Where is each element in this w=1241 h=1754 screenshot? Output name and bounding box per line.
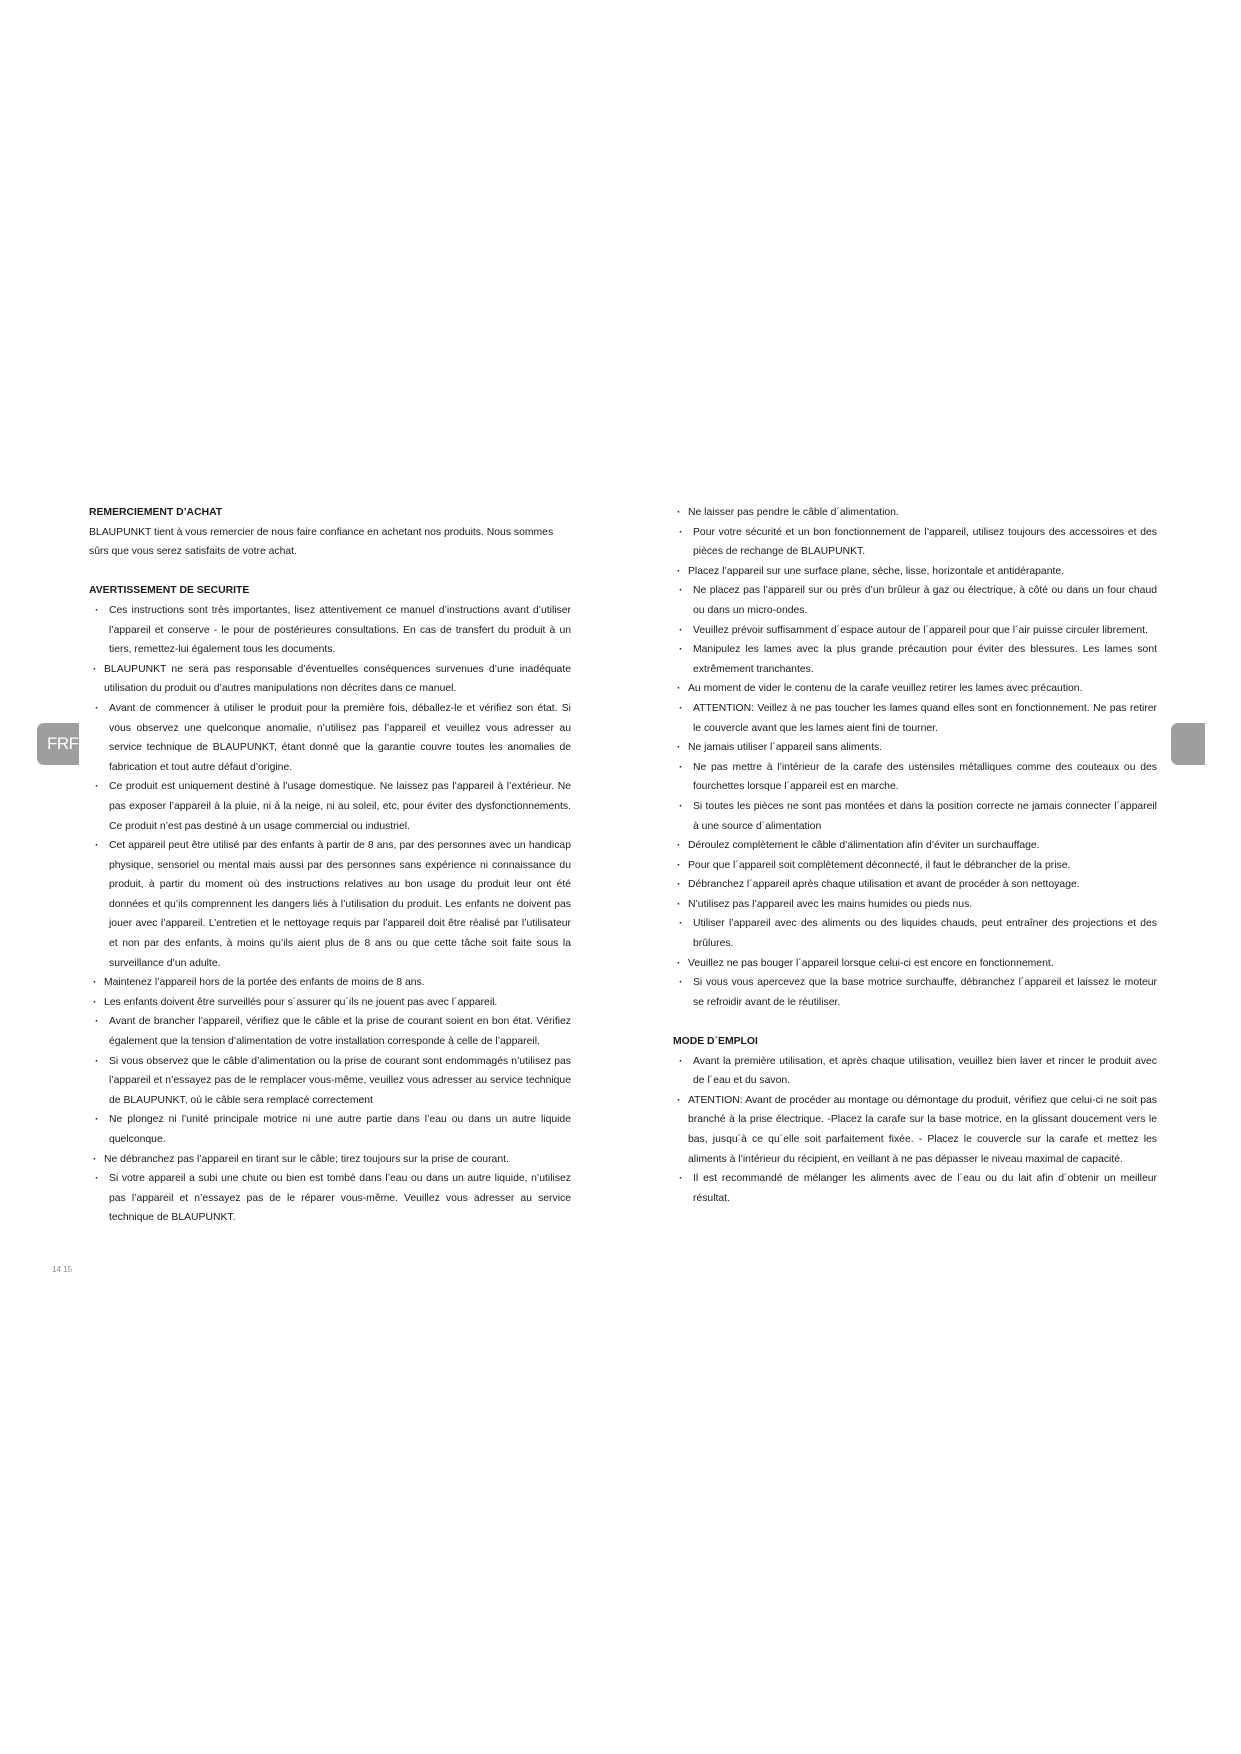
list-item: · Déroulez complètement le câble d’alimentation afin d’éviter un surchauffage.	[673, 836, 1157, 856]
list-item: · Maintenez l’appareil hors de la portée des enfants de moins de 8 ans.	[89, 973, 571, 993]
list-item: · Cet appareil peut être utilisé par des enfants à partir de 8 ans, par des personnes avec un handicap physique, sensoriel ou mental mais aussi par des personnes sans expérience ni connaissance du produit, à partir du moment où des instructions relatives au bon usage du produit leur ont été données et qu’ils comprennent les dangers liés à l’utilisation du produit. Les enfants ne doivent pas jouer avec l’appareil. L’entretien et le nettoyage requis par l’appareil doit être réalisé par l’utilisateur et non par des enfants, à moins qu’ils aient plus de 8 ans ou que cette tâche soit faite sous la surveillance d’un adulte.	[89, 836, 571, 973]
list-item: · Si vous observez que le câble d’alimentation ou la prise de courant sont endommagés n’utilisez pas l’appareil et n’essayez pas de le remplacer vous-même, veuillez vous adresser au service technique de BLAUPUNKT, où le câble sera remplacé correctement	[89, 1052, 571, 1111]
list-item: · Pour votre sécurité et un bon fonctionnement de l’appareil, utilisez toujours des accessoires et des pièces de rechange de BLAUPUNKT.	[673, 523, 1157, 562]
language-tab-frf: FRF	[37, 723, 79, 765]
usage-heading: MODE D´EMPLOI	[673, 1036, 758, 1048]
list-item: · Placez l’appareil sur une surface plane, sèche, lisse, horizontale et antidérapante.	[673, 562, 1157, 582]
list-item: · Au moment de vider le contenu de la carafe veuillez retirer les lames avec précaution.	[673, 679, 1157, 699]
list-item: · Les enfants doivent être surveillés pour s´assurer qu´ils ne jouent pas avec l´appareil.	[89, 993, 571, 1013]
list-item: · N’utilisez pas l’appareil avec les mains humides ou pieds nus.	[673, 895, 1157, 915]
list-item: · Débranchez l´appareil après chaque utilisation et avant de procéder à son nettoyage.	[673, 875, 1157, 895]
list-item: · Ne débranchez pas l’appareil en tirant sur le câble; tirez toujours sur la prise de courant.	[89, 1150, 571, 1170]
usage-list	[673, 1052, 1157, 1209]
list-item: · Veuillez prévoir suffisamment d´espace autour de l´appareil pour que l´air puisse circuler librement.	[673, 621, 1157, 641]
left-column	[89, 503, 571, 1228]
list-item: · Manipulez les lames avec la plus grande précaution pour éviter des blessures. Les lames sont extrêmement tranchantes.	[673, 640, 1157, 679]
list-item: · Avant la première utilisation, et après chaque utilisation, veuillez bien laver et rincer le produit avec de l´eau et du savon.	[673, 1052, 1157, 1091]
list-item: · Veuillez ne pas bouger l´appareil lorsque celui-ci est encore en fonctionnement.	[673, 954, 1157, 974]
list-item: · Il est recommandé de mélanger les aliments avec de l´eau ou du lait afin d´obtenir un meilleur résultat.	[673, 1169, 1157, 1208]
list-item: · Ne pas mettre à l’intérieur de la carafe des ustensiles métalliques comme des couteaux ou des fourchettes lorsque l´appareil est en marche.	[673, 758, 1157, 797]
list-item: · Ces instructions sont très importantes, lisez attentivement ce manuel d’instructions avant d’utiliser l’appareil et conserve - le pour de postérieures consultations. En cas de transfert du produit à un tiers, remettez-lui également tous les documents.	[89, 601, 571, 660]
safety-list	[89, 601, 571, 1228]
list-item: · ATENTION: Avant de procéder au montage ou démontage du produit, vérifiez que celui-ci ne soit pas branché à la prise électrique. -Placez la carafe sur la base motrice, en la glissant doucement vers le bas, jusqu´à ce qu´elle soit parfaitement fixée. - Placez le couvercle sur la carafe et mettez les aliments à l’intérieur du récipient, en veillant à ne pas dépasser le niveau maximal de capacité.	[673, 1091, 1157, 1169]
list-item: · Ne jamais utiliser l´appareil sans aliments.	[673, 738, 1157, 758]
list-item: · BLAUPUNKT ne sera pas responsable d’éventuelles conséquences survenues d’une inadéquate utilisation du produit ou d’autres manipulations non décrites dans ce manuel.	[89, 660, 571, 699]
list-item: · Ne laisser pas pendre le câble d´alimentation.	[673, 503, 1157, 523]
list-item: · Avant de brancher l’appareil, vérifiez que le câble et la prise de courant soient en bon état. Vérifiez également que la tension d’alimentation de votre installation corresponde à celle de l’appareil.	[89, 1012, 571, 1051]
safety-heading: AVERTISSEMENT DE SECURITE	[89, 585, 250, 597]
list-item: · ATTENTION: Veillez à ne pas toucher les lames quand elles sont en fonctionnement. Ne pas retirer le couvercle avant que les lames aient fini de tourner.	[673, 699, 1157, 738]
right-column	[673, 503, 1157, 1208]
language-tab-right	[1171, 723, 1205, 765]
list-item: · Pour que l´appareil soit complètement déconnecté, il faut le débrancher de la prise.	[673, 856, 1157, 876]
list-item: · Si vous vous apercevez que la base motrice surchauffe, débranchez l´appareil et laissez le moteur se refroidir avant de le réutiliser.	[673, 973, 1157, 1012]
thanks-heading: REMERCIEMENT D’ACHAT	[89, 507, 223, 518]
list-item: · Si toutes les pièces ne sont pas montées et dans la position correcte ne jamais connecter l´appareil à une source d´alimentation	[673, 797, 1157, 836]
list-item: · Si votre appareil a subi une chute ou bien est tombé dans l’eau ou dans un autre liquide, n’utilisez pas l’appareil et n’essayez pas de le réparer vous-même. Veuillez vous adresser au service technique de BLAUPUNKT.	[89, 1169, 571, 1228]
thanks-text: BLAUPUNKT tient à vous remercier de nous faire confiance en achetant nos produits. Nous sommes sûrs que vous serez satisfaits de votre achat.	[89, 526, 554, 558]
page-number: 14 15	[52, 1265, 73, 1274]
list-item: · Ce produit est uniquement destiné à l’usage domestique. Ne laissez pas l’appareil à l’extérieur. Ne pas exposer l’appareil à la pluie, ni à la neige, ni au soleil, etc, pour éviter des dysfonctionnements. Ce produit n’est pas destiné à un usage commercial ou industriel.	[89, 777, 571, 836]
list-item: · Avant de commencer à utiliser le produit pour la première fois, déballez-le et vérifiez son état. Si vous observez une quelconque anomalie, n’utilisez pas l’appareil et veuillez vous adresser au service technique de BLAUPUNKT, étant donné que la garantie couvre toutes les anomalies de fabrication et tout autre défaut d’origine.	[89, 699, 571, 777]
list-item: · Ne plongez ni l’unité principale motrice ni une autre partie dans l’eau ou dans un autre liquide quelconque.	[89, 1110, 571, 1149]
list-item: · Utiliser l’appareil avec des aliments ou des liquides chauds, peut entraîner des projections et des brûlures.	[673, 914, 1157, 953]
safety-list-continued	[673, 503, 1157, 1012]
list-item: · Ne placez pas l’appareil sur ou près d’un brûleur à gaz ou électrique, à côté ou dans un four chaud ou dans un micro-ondes.	[673, 581, 1157, 620]
